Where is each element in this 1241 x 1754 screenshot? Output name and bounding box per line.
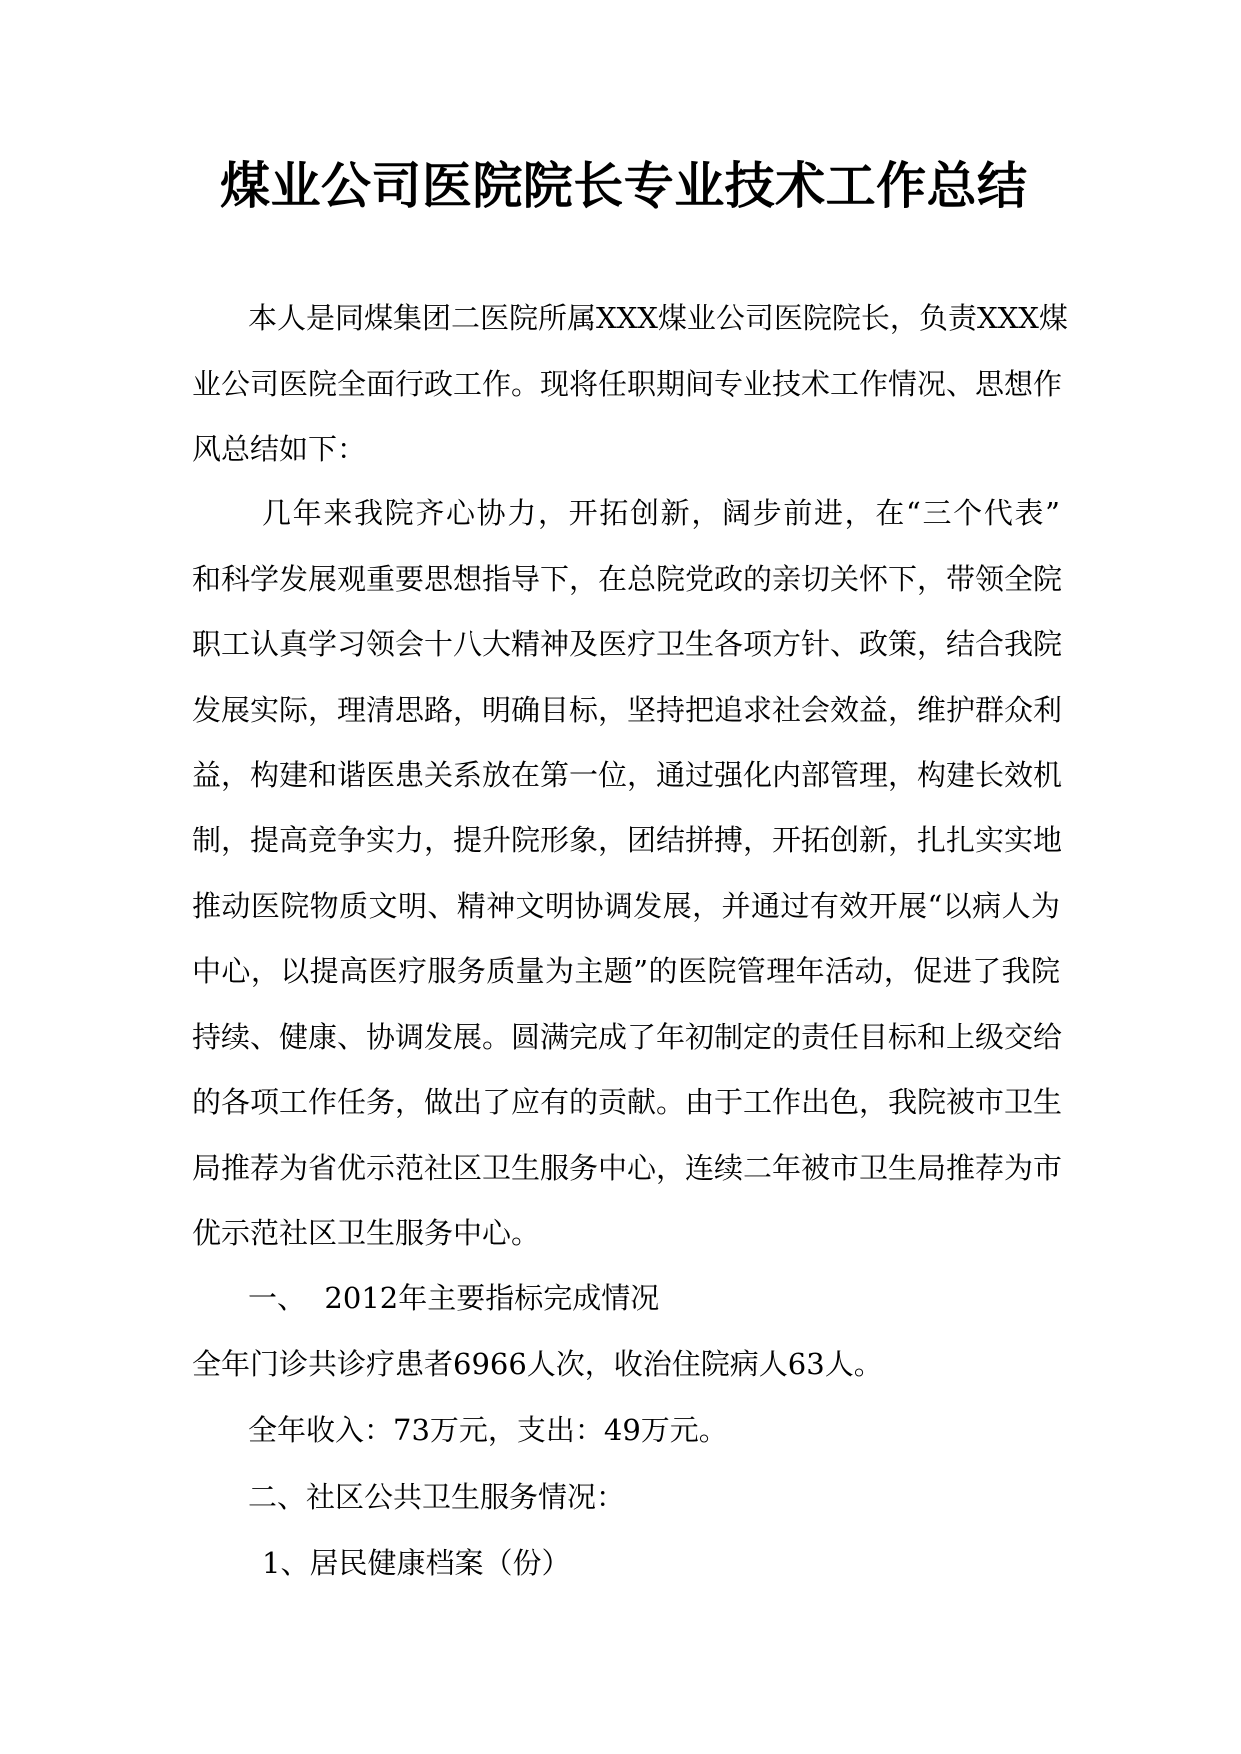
paragraph-line: 发展实际，理清思路，明确目标，坚持把追求社会效益，维护群众利 bbox=[192, 693, 1063, 727]
paragraph-line: 全年门诊共诊疗患者6966人次，收治住院病人63人。 bbox=[192, 1347, 883, 1381]
paragraph-line: 的各项工作任务，做出了应有的贡献。由于工作出色，我院被市卫生 bbox=[192, 1085, 1063, 1119]
section-heading: 一、 2012年主要指标完成情况 bbox=[248, 1281, 660, 1315]
paragraph-line: 全年收入：73万元，支出：49万元。 bbox=[248, 1413, 728, 1447]
paragraph-line: 益，构建和谐医患关系放在第一位，通过强化内部管理，构建长效机 bbox=[192, 758, 1063, 792]
paragraph-line: 局推荐为省优示范社区卫生服务中心，连续二年被市卫生局推荐为市 bbox=[192, 1151, 1063, 1185]
paragraph-line: 职工认真学习领会十八大精神及医疗卫生各项方针、政策，结合我院 bbox=[192, 627, 1063, 661]
paragraph-line: 本人是同煤集团二医院所属XXX煤业公司医院院长，负责XXX煤 bbox=[248, 301, 1068, 335]
subsection-heading: 1、居民健康档案（份） bbox=[262, 1546, 571, 1580]
section-heading: 二、社区公共卫生服务情况： bbox=[248, 1480, 626, 1514]
paragraph-line: 风总结如下： bbox=[192, 432, 367, 466]
paragraph-line: 几年来我院齐心协力，开拓创新，阔步前进，在“三个代表” bbox=[262, 496, 1060, 530]
paragraph-line: 优示范社区卫生服务中心。 bbox=[192, 1216, 541, 1250]
paragraph-line: 推动医院物质文明、精神文明协调发展，并通过有效开展“以病人为 bbox=[192, 889, 1060, 923]
paragraph-line: 业公司医院全面行政工作。现将任职期间专业技术工作情况、思想作 bbox=[192, 367, 1063, 401]
paragraph-line: 中心，以提高医疗服务质量为主题”的医院管理年活动，促进了我院 bbox=[192, 954, 1060, 988]
paragraph-line: 制，提高竞争实力，提升院形象，团结拼搏，开拓创新，扎扎实实地 bbox=[192, 823, 1063, 857]
paragraph-line: 持续、健康、协调发展。圆满完成了年初制定的责任目标和上级交给 bbox=[192, 1020, 1063, 1054]
paragraph-line: 和科学发展观重要思想指导下，在总院党政的亲切关怀下，带领全院 bbox=[192, 562, 1063, 596]
document-title: 煤业公司医院院长专业技术工作总结 bbox=[220, 156, 1027, 215]
